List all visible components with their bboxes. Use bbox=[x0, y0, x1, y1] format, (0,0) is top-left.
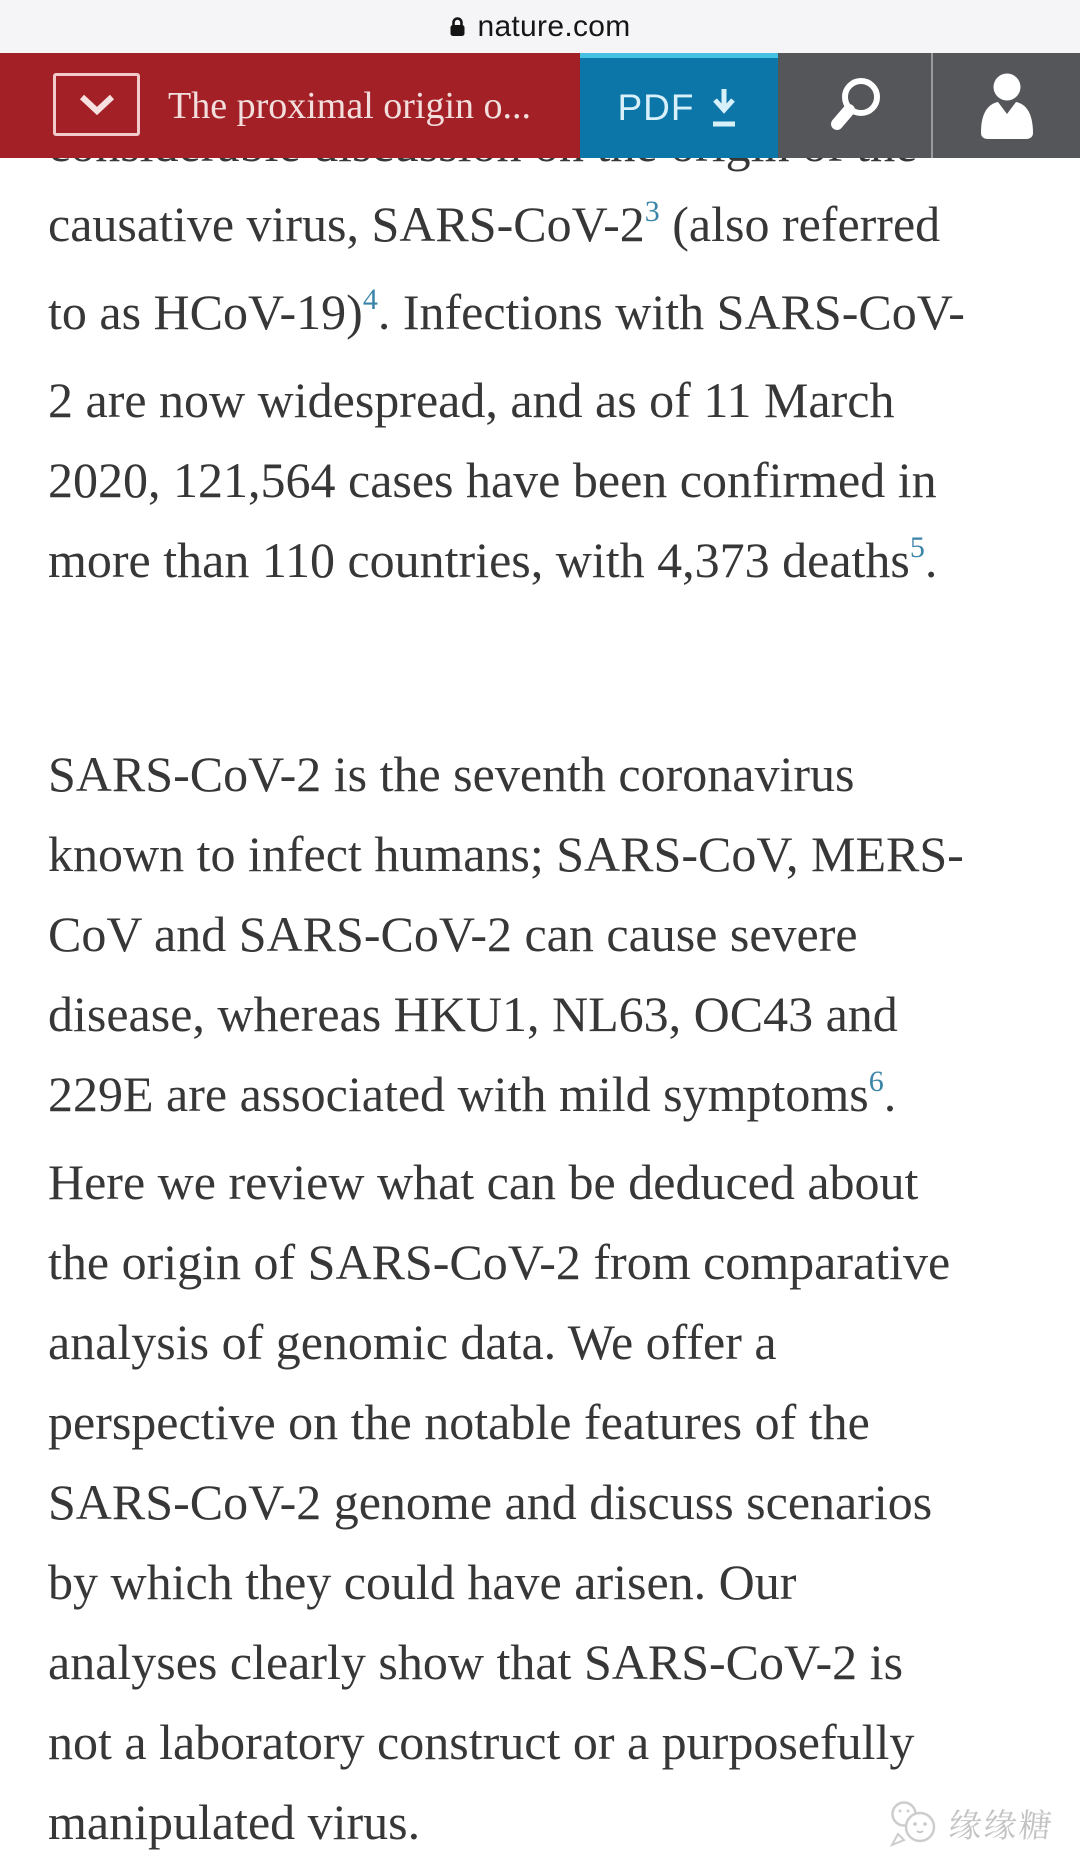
watermark-text: 缘缘糖 bbox=[947, 1806, 1056, 1844]
watermark-doodle-icon bbox=[889, 1794, 941, 1852]
article-line bbox=[48, 440, 1060, 520]
article-line bbox=[48, 184, 1060, 272]
article-line bbox=[48, 894, 1060, 974]
article-line bbox=[48, 360, 1060, 440]
text-run: to as HCoV-19) bbox=[48, 284, 363, 340]
text-run: SARS-CoV-2 is the seventh coronavirus bbox=[48, 746, 855, 802]
text-run: CoV and SARS-CoV-2 can cause severe bbox=[48, 906, 858, 962]
article-line bbox=[48, 814, 1060, 894]
reference-link[interactable]: 4 bbox=[362, 283, 378, 316]
article-line bbox=[48, 520, 1060, 608]
chevron-down-icon bbox=[77, 94, 117, 116]
paragraph bbox=[48, 184, 1060, 608]
text-run: (also referred bbox=[659, 196, 941, 252]
pdf-download-button[interactable] bbox=[580, 53, 778, 158]
lock-icon bbox=[449, 16, 466, 38]
text-run: not a laboratory construct or a purposefully bbox=[48, 1714, 915, 1770]
article-line bbox=[48, 1542, 1060, 1622]
text-run: 229E are associated with mild symptoms bbox=[48, 1066, 869, 1122]
reference-link[interactable]: 5 bbox=[909, 531, 925, 564]
text-run: Here we review what can be deduced about bbox=[48, 1154, 919, 1210]
text-run: analysis of genomic data. We offer a bbox=[48, 1314, 777, 1370]
reference-link[interactable]: 6 bbox=[868, 1065, 884, 1098]
article-line bbox=[48, 1622, 1060, 1702]
reference-link[interactable]: 3 bbox=[644, 195, 660, 228]
text-run: disease, whereas HKU1, NL63, OC43 and bbox=[48, 986, 898, 1042]
text-run: 2 are now widespread, and as of 11 March bbox=[48, 372, 895, 428]
article-line bbox=[48, 1462, 1060, 1542]
search-icon bbox=[826, 76, 884, 136]
url-text: nature.com bbox=[477, 9, 631, 43]
article-title-truncated: The proximal origin o... bbox=[168, 84, 532, 127]
article-line bbox=[48, 734, 1060, 814]
article-line bbox=[48, 1222, 1060, 1302]
download-icon bbox=[707, 86, 741, 130]
article-line bbox=[48, 1382, 1060, 1462]
article-line bbox=[48, 1302, 1060, 1382]
text-run: known to infect humans; SARS-CoV, MERS- bbox=[48, 826, 964, 882]
text-run: analyses clearly show that SARS-CoV-2 is bbox=[48, 1634, 904, 1690]
text-run: manipulated virus. bbox=[48, 1794, 421, 1850]
article-line bbox=[48, 1702, 1060, 1782]
browser-statusbar[interactable] bbox=[0, 0, 1080, 53]
text-run: SARS-CoV-2 genome and discuss scenarios bbox=[48, 1474, 933, 1530]
pdf-label: PDF bbox=[617, 87, 695, 128]
article-line bbox=[48, 272, 1060, 360]
person-icon bbox=[974, 71, 1040, 141]
text-run: . Infections with SARS-CoV- bbox=[377, 284, 965, 340]
text-run: causative virus, SARS-CoV-2 bbox=[48, 196, 645, 252]
paragraph bbox=[48, 734, 1060, 1862]
watermark bbox=[889, 1794, 1054, 1852]
account-button[interactable] bbox=[933, 53, 1080, 158]
text-run: the origin of SARS-CoV-2 from comparative bbox=[48, 1234, 951, 1290]
text-run: 2020, 121,564 cases have been confirmed in bbox=[48, 452, 937, 508]
search-button[interactable] bbox=[778, 53, 931, 158]
text-run: by which they could have arisen. Our bbox=[48, 1554, 797, 1610]
text-run: more than 110 countries, with 4,373 deaths bbox=[48, 532, 910, 588]
text-run: . bbox=[924, 532, 938, 588]
article-toolbar bbox=[0, 53, 1080, 158]
article-line bbox=[48, 1054, 1060, 1142]
text-run: . bbox=[883, 1066, 897, 1122]
article-line bbox=[48, 1142, 1060, 1222]
collapse-title-button[interactable] bbox=[53, 73, 140, 136]
text-run: perspective on the notable features of the bbox=[48, 1394, 870, 1450]
article-line bbox=[48, 974, 1060, 1054]
